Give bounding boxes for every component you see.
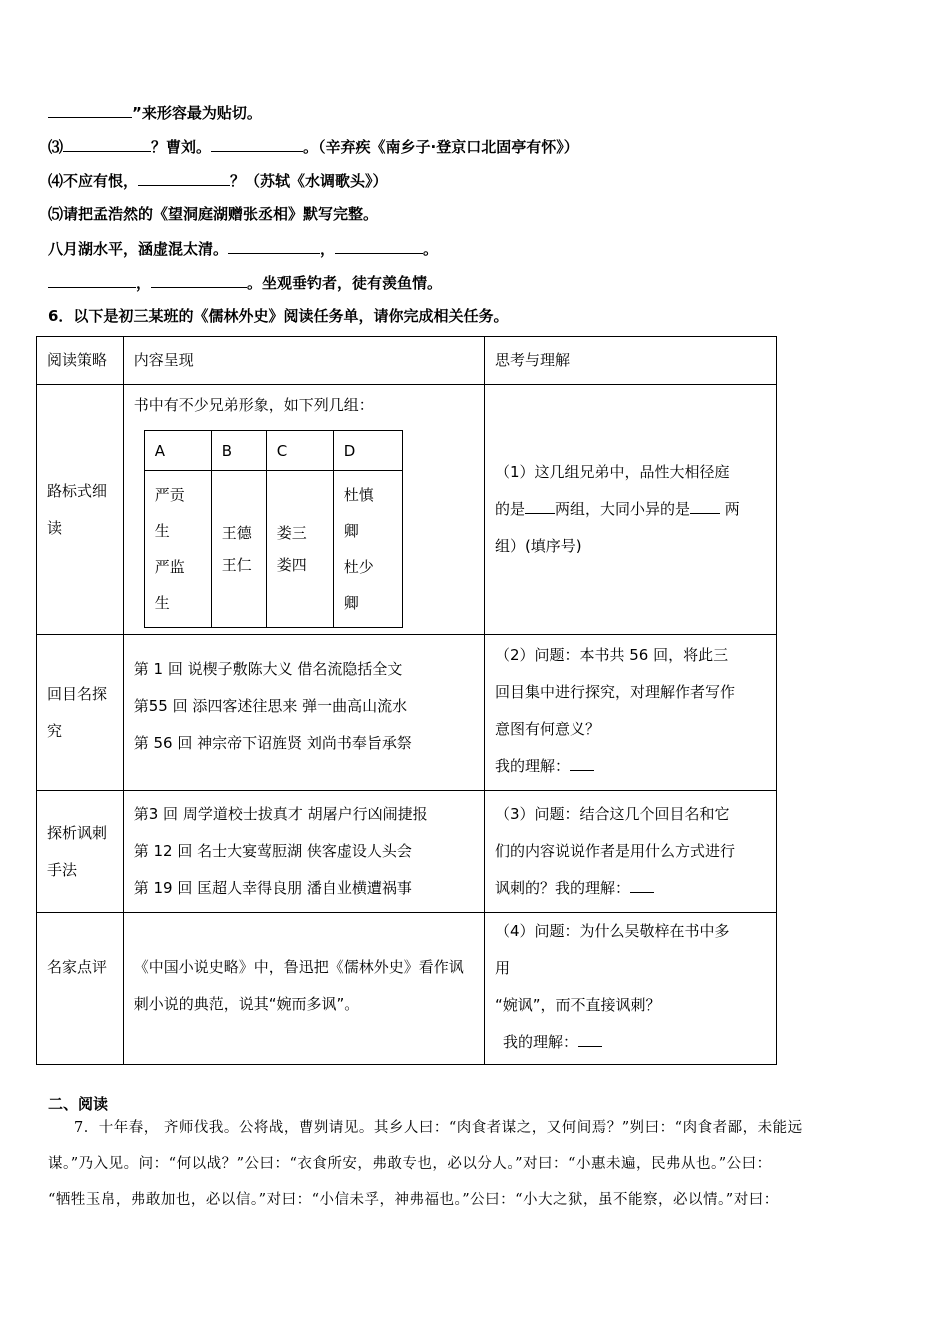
thinking-text [485,454,776,565]
line-text: ？曹刘。 [151,138,212,156]
strategy-label [37,473,123,547]
line-text: 。坐观垂钓者，徒有羡鱼情。 [247,274,443,292]
table-header-row [37,337,777,385]
groups-header-row [144,431,402,471]
passage-line: “牺牲玉帛，弗敢加也，必以信。”对曰：“小信未孚，神弗福也。”公曰：“小大之狱，虽不能察，必以情。”对曰： [48,1192,779,1208]
group-cell [333,471,402,628]
strategy-cell [37,385,124,635]
line-text: ⑷不应有恨， [48,172,139,190]
question-text: 6．以下是初三某班的《儒林外史》阅读任务单，请你完成相关任务。 [48,307,509,325]
thinking-cell [484,913,776,1065]
line-text: ⑸请把孟浩然的《望洞庭湖赠张丞相》默写完整。 [48,205,379,223]
group-text: 严监 [154,558,185,576]
chapter-title: 第55 回 添四客述往思来 弹一曲高山流水 [133,697,408,715]
thinking-fragment: 两 [724,500,740,518]
header-cell [484,337,776,385]
thinking-fragment: 的是 [494,500,525,518]
group-header: D [333,431,402,471]
header-cell [37,337,124,385]
chapter-title: 第 19 回 匡超人幸得良朋 潘自业横遭祸事 [133,879,412,897]
passage-line: 谋。”乃入见。问：“何以战？”公曰：“衣食所安，弗敢专也，必以分人。”对曰：“小惠未遍，民弗从也。”公曰： [48,1156,772,1172]
passage-line: 7．十年春， 齐师伐我。公将战，曹刿请见。其乡人曰：“肉食者谋之，又何间焉？”刿曰：“肉食者鄙，未能远 [74,1120,803,1136]
strategy-text: 手法 [47,860,78,879]
content-cell [123,385,484,635]
chapter-title: 第 1 回 说楔子敷陈大义 借名流隐括全文 [133,660,403,678]
thinking-fragment: 讽刺的？我的理解： [494,879,630,897]
header-label: 阅读策略 [47,351,108,369]
content-cell [123,791,484,913]
line-text: ， [136,274,152,292]
thinking-line: （4）问题：为什么吴敬梓在书中多 [494,922,730,940]
group-text: 生 [154,594,170,612]
fill-line-6 [48,271,442,294]
table-row [37,385,777,635]
header-cell [123,337,484,385]
answer-blank[interactable] [578,1032,602,1047]
thinking-fragment: 两组，大同小异的是 [554,500,690,518]
thinking-line [495,870,770,907]
line-text: ， [320,240,336,258]
reading-passage [48,1110,913,1218]
chapter-title: 第3 回 周学道校士拔真才 胡屠户行凶闹捷报 [133,805,428,823]
reading-task-table [36,336,777,1065]
strategy-cell [37,791,124,913]
group-text: 卿 [343,594,359,612]
content-text [124,913,484,1023]
thinking-line: 用 [494,959,510,977]
group-header: B [211,431,266,471]
strategy-text: 路标式细 [47,481,108,500]
answer-blank[interactable] [335,237,423,254]
strategy-text: 读 [47,518,63,537]
answer-blank[interactable] [63,135,151,152]
section-title: 二、阅读 [48,1095,109,1113]
answer-blank[interactable] [630,878,654,893]
fill-line-4 [48,203,378,225]
table-row [37,791,777,913]
line-text: 八月湖水平，涵虚混太清。 [48,240,229,258]
thinking-cell [484,635,776,791]
group-text: 卿 [343,522,359,540]
group-header: C [266,431,333,471]
strategy-text: 名家点评 [47,958,108,976]
brothers-groups-table [144,430,403,628]
group-cell [266,471,333,628]
answer-blank[interactable] [570,756,594,771]
thinking-text [485,796,776,907]
line-text: 。（辛弃疾《南乡子·登京口北固亭有怀》） [303,138,579,156]
thinking-line [495,1024,770,1061]
thinking-fragment: 我的理解： [502,1033,578,1051]
strategy-text: 究 [47,721,63,740]
thinking-fragment: 我的理解： [494,757,570,775]
strategy-text: 探析讽刺 [47,823,108,842]
answer-blank[interactable] [138,169,230,186]
chapter-title: 第 12 回 名士大宴莺脰湖 侠客虚设人头会 [133,842,412,860]
question-6-title [48,305,508,327]
thinking-line: （3）问题：结合这几个回目名和它 [494,805,730,823]
line-text: ”来形容最为贴切。 [132,104,262,122]
thinking-text [485,635,776,785]
group-text: 严贡 [154,486,185,504]
strategy-cell [37,635,124,791]
group-text: 杜慎 [343,486,374,504]
fill-line-1 [48,101,262,124]
fill-line-3 [48,169,388,192]
thinking-line: 们的内容说说作者是用什么方式进行 [494,842,735,860]
thinking-line: “婉讽”，而不直接讽刺？ [494,996,661,1014]
group-header: A [144,431,211,471]
answer-blank[interactable] [48,101,132,118]
content-text [124,635,484,762]
group-text: 杜少 [343,558,374,576]
strategy-label [37,676,123,750]
content-cell [123,635,484,791]
item-number: ⑶ [48,138,64,156]
review-text: 刺小说的典范，说其“婉而多讽”。 [133,995,360,1013]
strategy-text: 回目名探 [47,684,108,703]
thinking-line: 回目集中进行探究，对理解作者写作 [494,683,735,701]
thinking-cell [484,791,776,913]
answer-blank[interactable] [228,237,320,254]
answer-blank[interactable] [211,135,303,152]
content-cell [123,913,484,1065]
header-label: 思考与理解 [494,351,570,369]
table-row [37,913,777,1065]
thinking-text [485,913,776,1061]
content-text [124,796,484,907]
group-cell [211,471,266,628]
answer-blank[interactable] [525,499,555,514]
strategy-label [37,815,123,889]
thinking-line [495,491,770,528]
fill-line-5 [48,237,438,260]
line-text: ？（苏轼《水调歌头》） [230,172,388,190]
fill-line-2 [48,135,579,158]
thinking-line: 组）(填序号) [494,537,582,555]
thinking-cell [484,385,776,635]
review-text: 《中国小说史略》中，鲁迅把《儒林外史》看作讽 [133,958,464,976]
line-text: 。 [423,240,439,258]
group-cell [144,471,211,628]
answer-blank[interactable] [151,271,247,288]
thinking-line [495,748,770,785]
group-text: 王德 [221,524,252,542]
content-text: 书中有不少兄弟形象，如下列几组： [133,396,374,414]
table-row [37,635,777,791]
group-text: 生 [154,522,170,540]
group-text: 娄三 [276,524,307,542]
header-label: 内容呈现 [133,351,194,369]
thinking-line: （1）这几组兄弟中，品性大相径庭 [494,463,730,481]
group-text: 王仁 [221,556,252,574]
thinking-line: 意图有何意义？ [494,720,600,738]
answer-blank[interactable] [48,271,136,288]
strategy-cell [37,913,124,1065]
answer-blank[interactable] [690,499,720,514]
strategy-label [37,913,123,986]
chapter-title: 第 56 回 神宗帝下诏旌贤 刘尚书奉旨承祭 [133,734,412,752]
thinking-line: （2）问题：本书共 56 回，将此三 [494,646,729,664]
groups-value-row [144,471,402,628]
group-text: 娄四 [276,556,307,574]
